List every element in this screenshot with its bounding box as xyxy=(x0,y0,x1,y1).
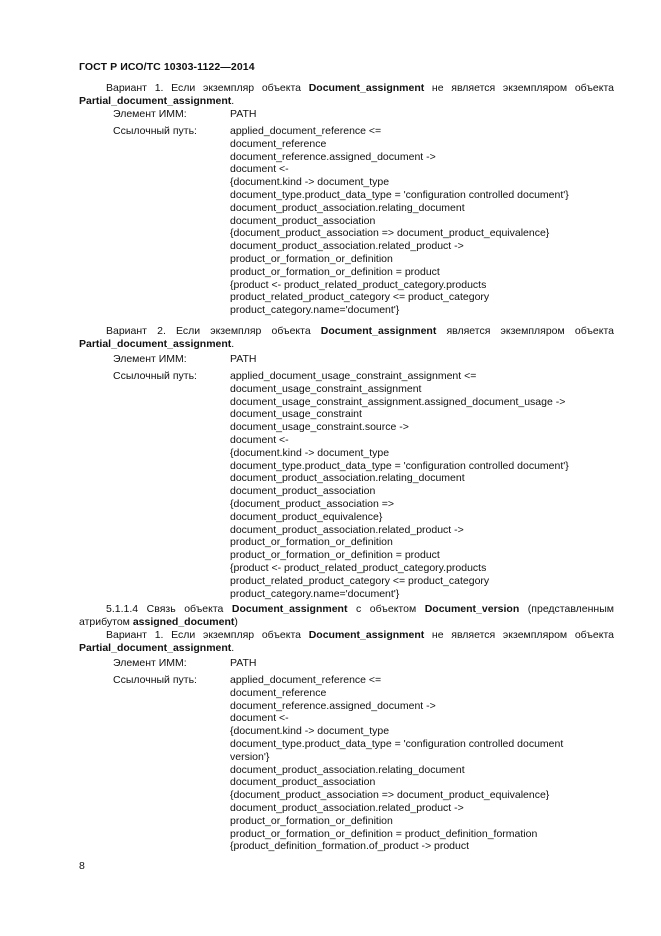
path-line: document <- xyxy=(230,712,289,725)
path-line: document_product_association xyxy=(230,485,376,498)
path-line: document_product_equivalence} xyxy=(230,510,383,523)
path-line: document_product_association.related_product -> xyxy=(230,801,464,814)
path-line: product_category.name='document'} xyxy=(230,304,400,317)
path-line: product_or_formation_or_definition = product xyxy=(230,265,440,278)
path-line: document_product_association.relating_document xyxy=(230,201,465,214)
variant-1-intro: Вариант 1. Если экземпляр объекта Document_assignment не является экземпляром объекта Partial_document_assignment. xyxy=(79,82,614,107)
reference-path xyxy=(230,125,610,317)
path-line: document_product_association.relating_document xyxy=(230,472,465,485)
path-line: {document_product_association => document_product_equivalence} xyxy=(230,227,550,240)
path-line: {product <- product_related_product_category.products xyxy=(230,278,487,291)
path-line: document <- xyxy=(230,433,289,446)
path-line: document_usage_constraint xyxy=(230,408,362,421)
path-line: {product_definition_formation.of_product -> product xyxy=(230,840,470,853)
path-line: document_type.product_data_type = 'configuration controlled document'} xyxy=(230,459,569,472)
path-line: document_product_association.related_product -> xyxy=(230,523,464,536)
variant-2-intro: Вариант 2. Если экземпляр объекта Document_assignment является экземпляром объекта Partial_document_assignment. xyxy=(79,325,615,350)
path-line: document_product_association xyxy=(230,776,376,789)
path-line: document_reference xyxy=(230,686,327,699)
element-label: Элемент ИММ: xyxy=(113,108,187,120)
path-line: product_category.name='document'} xyxy=(230,587,400,600)
path-line: document_reference.assigned_document -> xyxy=(230,699,436,712)
path-line: document_reference.assigned_document -> xyxy=(230,150,436,163)
path-line: document_usage_constraint.source -> xyxy=(230,421,409,434)
variant-1-intro: Вариант 1. Если экземпляр объекта Document_assignment не является экземпляром объекта Partial_document_assignment. xyxy=(79,629,614,654)
path-line: product_or_formation_or_definition xyxy=(230,536,393,549)
path-line: {product <- product_related_product_category.products xyxy=(230,561,487,574)
path-line: document_product_association.relating_document xyxy=(230,763,465,776)
path-line: product_or_formation_or_definition xyxy=(230,814,393,827)
reference-path-label: Ссылочный путь: xyxy=(113,370,197,382)
path-line: document_usage_constraint_assignment xyxy=(230,382,422,395)
element-label: Элемент ИММ: xyxy=(113,657,187,669)
path-line: document_reference xyxy=(230,137,327,150)
path-line: {document.kind -> document_type xyxy=(230,725,390,738)
page-number: 8 xyxy=(79,860,85,872)
path-line: applied_document_usage_constraint_assignment <= xyxy=(230,370,477,382)
path-line: product_or_formation_or_definition xyxy=(230,252,393,265)
reference-path-label: Ссылочный путь: xyxy=(113,125,197,137)
path-line: {document.kind -> document_type xyxy=(230,446,390,459)
element-value: PATH xyxy=(230,353,257,365)
reference-path-label: Ссылочный путь: xyxy=(113,674,197,686)
path-line: {document_product_association => xyxy=(230,497,395,510)
path-line: document_product_association.related_product -> xyxy=(230,240,464,253)
path-line: document <- xyxy=(230,163,289,176)
element-label: Элемент ИММ: xyxy=(113,353,187,365)
path-line: document_usage_constraint_assignment.assigned_document_usage -> xyxy=(230,395,566,408)
path-line: product_or_formation_or_definition = product_definition_formation xyxy=(230,827,538,840)
reference-path xyxy=(230,370,610,600)
section-5-1-1-4: 5.1.1.4 Связь объекта Document_assignment с объектом Document_version (представленным атрибутом assigned_document) xyxy=(79,603,615,628)
element-value: PATH xyxy=(230,657,257,669)
path-line: product_related_product_category <= product_category xyxy=(230,291,490,304)
document-header: ГОСТ Р ИСО/ТС 10303-1122—2014 xyxy=(79,61,255,73)
path-line: {document.kind -> document_type xyxy=(230,176,390,189)
path-line: document_type.product_data_type = 'configuration controlled document'} xyxy=(230,188,569,201)
path-line: document_type.product_data_type = 'configuration controlled document xyxy=(230,737,564,750)
element-value: PATH xyxy=(230,108,257,120)
path-line: {document_product_association => document_product_equivalence} xyxy=(230,789,550,802)
path-line: applied_document_reference <= xyxy=(230,674,382,686)
path-line: applied_document_reference <= xyxy=(230,125,382,137)
reference-path xyxy=(230,674,610,853)
path-line: document_product_association xyxy=(230,214,376,227)
path-line: version'} xyxy=(230,750,270,763)
path-line: product_or_formation_or_definition = product xyxy=(230,549,440,562)
path-line: product_related_product_category <= product_category xyxy=(230,574,490,587)
